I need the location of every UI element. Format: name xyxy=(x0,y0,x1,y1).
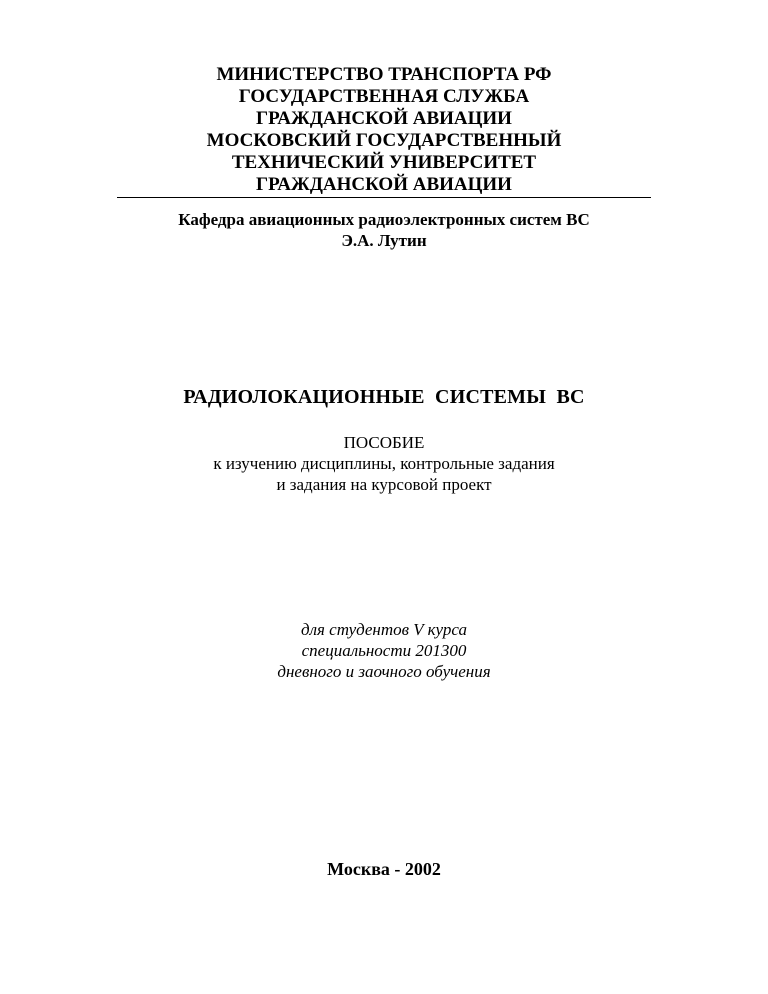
description-line: к изучению дисциплины, контрольные задания xyxy=(213,454,555,473)
audience-line: дневного и заочного обучения xyxy=(277,662,491,681)
author-name: Э.А. Лутин xyxy=(341,231,427,250)
header-line: ГОСУДАРСТВЕННАЯ СЛУЖБА xyxy=(238,86,530,107)
description-line: и задания на курсовой проект xyxy=(276,475,492,494)
header-line: МОСКОВСКИЙ ГОСУДАРСТВЕННЫЙ xyxy=(206,130,562,151)
header-divider xyxy=(117,197,651,198)
department-block xyxy=(0,209,768,251)
document-title: РАДИОЛОКАЦИОННЫЕ СИСТЕМЫ ВС xyxy=(183,386,585,408)
header-line: ТЕХНИЧЕСКИЙ УНИВЕРСИТЕТ xyxy=(231,152,537,173)
place-year: Москва - 2002 xyxy=(327,859,441,879)
header-line: ГРАЖДАНСКОЙ АВИАЦИИ xyxy=(256,174,512,195)
header-line: МИНИСТЕРСТВО ТРАНСПОРТА РФ xyxy=(216,64,552,85)
header-line: ГРАЖДАНСКОЙ АВИАЦИИ xyxy=(256,108,512,129)
document-subtitle xyxy=(0,432,768,495)
department-name: Кафедра авиационных радиоэлектронных систем ВС xyxy=(178,210,590,229)
audience-line: специальности 201300 xyxy=(301,641,467,660)
ministry-header xyxy=(0,64,768,196)
document-type: ПОСОБИЕ xyxy=(343,433,425,452)
audience-line: для студентов V курса xyxy=(301,620,467,639)
audience-block xyxy=(0,619,768,682)
